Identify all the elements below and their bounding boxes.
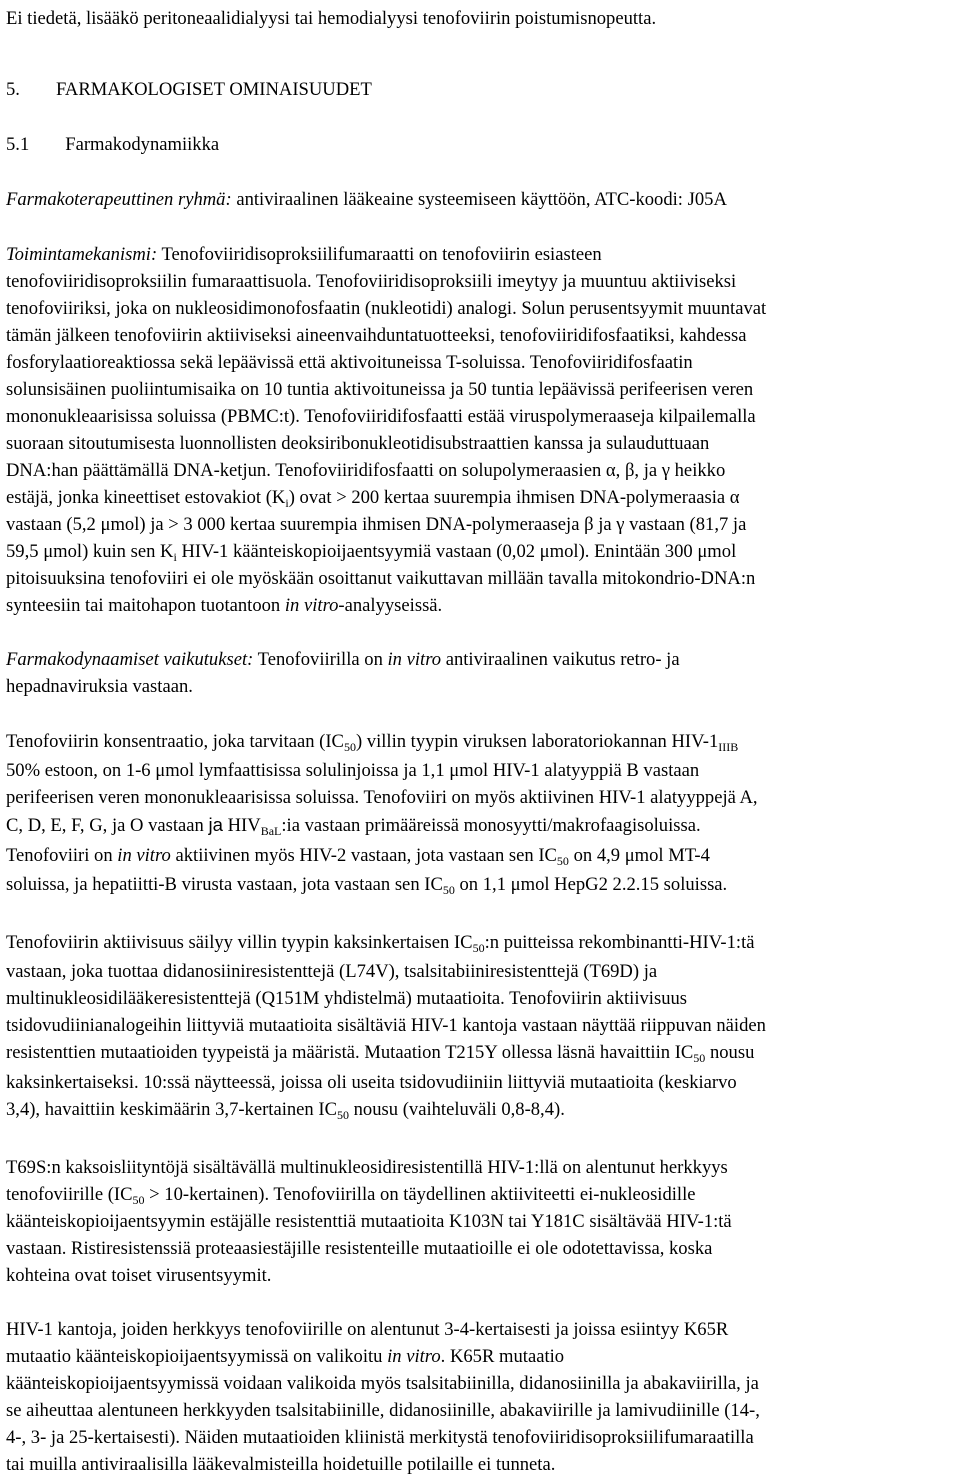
text-line bbox=[6, 593, 442, 620]
text-line: solunsisäinen puoliintumisaika on 10 tuntia aktivoituneissa ja 50 tuntia lepäävissä perifeerisen veren bbox=[6, 379, 754, 400]
text-span: HIV-1 käänteiskopioijaentsyymiä vastaan (0,02 μmol). Enintään 300 μmol bbox=[176, 541, 737, 562]
text-line: tai muilla antiviraalisilla lääkevalmisteilla hoidetuille potilaille ei tunneta. bbox=[6, 1454, 556, 1475]
text-line bbox=[6, 485, 740, 512]
text-span: -analyyseissä. bbox=[338, 595, 443, 616]
intro-text: Ei tiedetä, lisääkö peritoneaalidialyysi tai hemodialyysi tenofoviirin poistumisnopeutta. bbox=[6, 8, 657, 29]
text-span: > 10-kertainen). Tenofoviirilla on täydellinen aktiiviteetti ei-nukleosidille bbox=[144, 1184, 696, 1205]
text-span: estäjä, jonka kineettiset estovakiot (K bbox=[6, 487, 286, 508]
text-span: mutaatio käänteiskopioijaentsyymissä on valikoitu bbox=[6, 1346, 388, 1367]
text-line: suoraan sitoutumisesta luonnollisten deoksiribonukleotidisubstraattien kanssa ja sulauduttuaan bbox=[6, 433, 710, 454]
section-5-1-number: 5.1 bbox=[6, 134, 30, 155]
text-line bbox=[6, 930, 755, 957]
subscript: 50 bbox=[472, 941, 485, 955]
text-line: käänteiskopioijaentsyymissä voidaan valikoida myös tsalsitabiinilla, didanosiinilla ja abakaviirilla, ja bbox=[6, 1373, 759, 1394]
text-span: tenofoviirille (IC bbox=[6, 1184, 133, 1205]
text-span: aktiivinen myös HIV-2 vastaan, jota vastaan sen IC bbox=[170, 845, 557, 866]
text-line: tenofoviiridisoproksiilin fumaraattisuola. Tenofoviiridisoproksiili imeytyy ja muuntuu aktiiviseksi bbox=[6, 271, 737, 292]
text-span: soluissa, ja hepatiitti-B virusta vastaan, jota vastaan sen IC bbox=[6, 874, 443, 895]
text-line: tsidovudiinianalogeihin liittyviä mutaatioita sisältäviä HIV-1 kantoja vastaan näyttää riippuvan näiden bbox=[6, 1015, 766, 1036]
text-line bbox=[6, 1097, 565, 1124]
text-line: pitoisuuksina tenofoviiri ei ole myöskään osoittanut vaikuttavan millään tavalla mitokondrio-DNA:n bbox=[6, 568, 756, 589]
text-line: kohteina ovat toiset virusentsyymit. bbox=[6, 1265, 272, 1286]
text-line: käänteiskopioijaentsyymin estäjälle resistenttiä mutaatioita K103N tai Y181C sisältävää HIV-1:tä bbox=[6, 1211, 732, 1232]
text-span: Tenofoviiri on bbox=[6, 845, 118, 866]
italic-text: in vitro bbox=[117, 845, 171, 866]
text-line bbox=[6, 843, 710, 870]
italic-text: in vitro bbox=[387, 1346, 441, 1367]
section-5-heading bbox=[6, 77, 372, 104]
text-line: kaksinkertaiseksi. 10:ssä näytteessä, joissa oli useita tsidovudiiniin liittyviä mutaatioita (keskiarvo bbox=[6, 1072, 737, 1093]
text-span: nousu (vaihteluväli 0,8-8,4). bbox=[348, 1099, 565, 1120]
text-line bbox=[6, 647, 680, 674]
text-line bbox=[6, 539, 736, 566]
text-span: ) villin tyypin viruksen laboratoriokannan HIV-1 bbox=[355, 731, 719, 752]
text-span: :ia vastaan primääreissä monosyytti/makrofaagisoluissa. bbox=[281, 815, 701, 836]
subscript: 50 bbox=[442, 883, 455, 897]
text-span: :n puitteissa rekombinantti-HIV-1:tä bbox=[484, 932, 755, 953]
group-label: Farmakoterapeuttinen ryhmä: bbox=[6, 189, 232, 210]
text-span: on 4,9 μmol MT-4 bbox=[568, 845, 710, 866]
text-line bbox=[6, 242, 602, 269]
text-line: vastaan, joka tuottaa didanosiiniresistenttejä (L74V), tsalsitabiiniresistenttejä (T69D) ja bbox=[6, 961, 658, 982]
mechanism-label: Toimintamekanismi: bbox=[6, 244, 158, 265]
subscript: 50 bbox=[693, 1051, 706, 1065]
text-line: mononukleaarisissa soluissa (PBMC:t). Tenofoviiridifosfaatti estää viruspolymeraaseja kilpailemalla bbox=[6, 406, 756, 427]
subscript: 50 bbox=[336, 1108, 349, 1122]
text-line bbox=[6, 1040, 754, 1067]
text-span: ) ovat > 200 kertaa suurempia ihmisen DNA-polymeraasia α bbox=[288, 487, 740, 508]
subscript: 50 bbox=[556, 854, 569, 868]
text-span: nousu bbox=[705, 1042, 755, 1063]
text-span: C, D, E, F, G, ja O vastaan bbox=[6, 815, 209, 836]
text-line: T69S:n kaksoisliityntöjä sisältävällä multinukleosidiresistentillä HIV-1:llä on alentunut herkkyys bbox=[6, 1157, 728, 1178]
text-span: antiviraalinen vaikutus retro- ja bbox=[441, 649, 680, 670]
text-span: synteesiin tai maitohapon tuotantoon bbox=[6, 595, 285, 616]
text-span: . K65R mutaatio bbox=[440, 1346, 565, 1367]
pharmacotherapeutic-group bbox=[6, 187, 727, 214]
subscript: IIIB bbox=[718, 740, 739, 754]
text-line: HIV-1 kantoja, joiden herkkyys tenofoviirille on alentunut 3-4-kertaisesti ja joissa esiintyy K65R bbox=[6, 1319, 729, 1340]
text-line bbox=[6, 1182, 696, 1209]
text-line bbox=[6, 872, 727, 899]
text-span: Tenofoviiridisoproksiilifumaraatti on tenofoviirin esiasteen bbox=[157, 244, 602, 265]
text-span: 3,4), havaittiin keskimäärin 3,7-kertainen IC bbox=[6, 1099, 337, 1120]
text-line: vastaan (5,2 μmol) ja > 3 000 kertaa suurempia ihmisen DNA-polymeraaseja β ja γ vastaan (81,7 ja bbox=[6, 514, 747, 535]
subscript: i bbox=[285, 496, 289, 510]
text-line: se aiheuttaa alentuneen herkkyyden tsalsitabiinille, didanosiinille, abakaviirille ja lamivudiinille (14-, bbox=[6, 1400, 760, 1421]
text-line: fosforylaatioreaktiossa sekä lepäävissä että aktivoituneissa T-soluissa. Tenofoviiridifosfaatin bbox=[6, 352, 693, 373]
section-5-title: FARMAKOLOGISET OMINAISUUDET bbox=[55, 79, 372, 100]
text-line: DNA:han päättämällä DNA-ketjun. Tenofoviiridifosfaatti on solupolymeraasien α, β, ja γ heikko bbox=[6, 460, 726, 481]
italic-text: in vitro bbox=[284, 595, 339, 616]
text-line: 4-, 3- ja 25-kertaisesti). Näiden mutaatioiden kliinistä merkitystä tenofoviiridisoproksiilifumaraatilla bbox=[6, 1427, 754, 1448]
text-span: Tenofoviirin konsentraatio, joka tarvitaan (IC bbox=[6, 731, 344, 752]
text-line: hepadnaviruksia vastaan. bbox=[6, 676, 193, 697]
text-span: Tenofoviirin aktiivisuus säilyy villin tyypin kaksinkertaisen IC bbox=[6, 932, 473, 953]
section-5-number: 5. bbox=[6, 79, 20, 100]
text-span: on 1,1 μmol HepG2 2.2.15 soluissa. bbox=[454, 874, 728, 895]
text-span: ja bbox=[208, 814, 223, 835]
subscript: i bbox=[173, 550, 177, 564]
subscript: BaL bbox=[260, 824, 282, 838]
text-span: resistenttien mutaatioiden tyypeistä ja määristä. Mutaation T215Y ollessa läsnä havaittiin IC bbox=[6, 1042, 694, 1063]
text-span: 59,5 μmol) kuin sen K bbox=[6, 541, 174, 562]
italic-text: in vitro bbox=[387, 649, 442, 670]
group-text: antiviraalinen lääkeaine systeemiseen käyttöön, ATC-koodi: J05A bbox=[231, 189, 727, 210]
text-line: 50% estoon, on 1-6 μmol lymfaattisissa solulinjoissa ja 1,1 μmol HIV-1 alatyyppiä B vastaan bbox=[6, 760, 700, 781]
text-line bbox=[6, 1344, 564, 1371]
section-5-1-title: Farmakodynamiikka bbox=[65, 134, 220, 155]
subscript: 50 bbox=[132, 1193, 145, 1207]
text-line bbox=[6, 729, 738, 756]
text-line bbox=[6, 812, 701, 840]
text-span: Tenofoviirilla on bbox=[253, 649, 388, 670]
text-line: perifeerisen veren mononukleaarisissa soluissa. Tenofoviiri on myös aktiivinen HIV-1 alatyyppejä A, bbox=[6, 787, 758, 808]
text-span: HIV bbox=[222, 815, 261, 836]
intro-paragraph bbox=[6, 6, 656, 33]
text-line: vastaan. Ristiresistenssiä proteaasiestäjille resistenteille mutaatioille ei ole odotettavissa, koska bbox=[6, 1238, 713, 1259]
text-line: tämän jälkeen tenofoviirin aktiiviseksi aineenvaihduntatuotteeksi, tenofoviiridifosfaatiksi, kahdessa bbox=[6, 325, 747, 346]
effects-label: Farmakodynaamiset vaikutukset: bbox=[6, 649, 254, 670]
subscript: 50 bbox=[343, 740, 356, 754]
section-5-1-heading bbox=[6, 132, 219, 159]
text-line: multinukleosidilääkeresistenttejä (Q151M yhdistelmä) mutaatioita. Tenofoviirin aktiivisuus bbox=[6, 988, 688, 1009]
text-line: tenofoviiriksi, joka on nukleosidimonofosfaatin (nukleotidi) analogi. Solun perusentsyymit muuntavat bbox=[6, 298, 767, 319]
